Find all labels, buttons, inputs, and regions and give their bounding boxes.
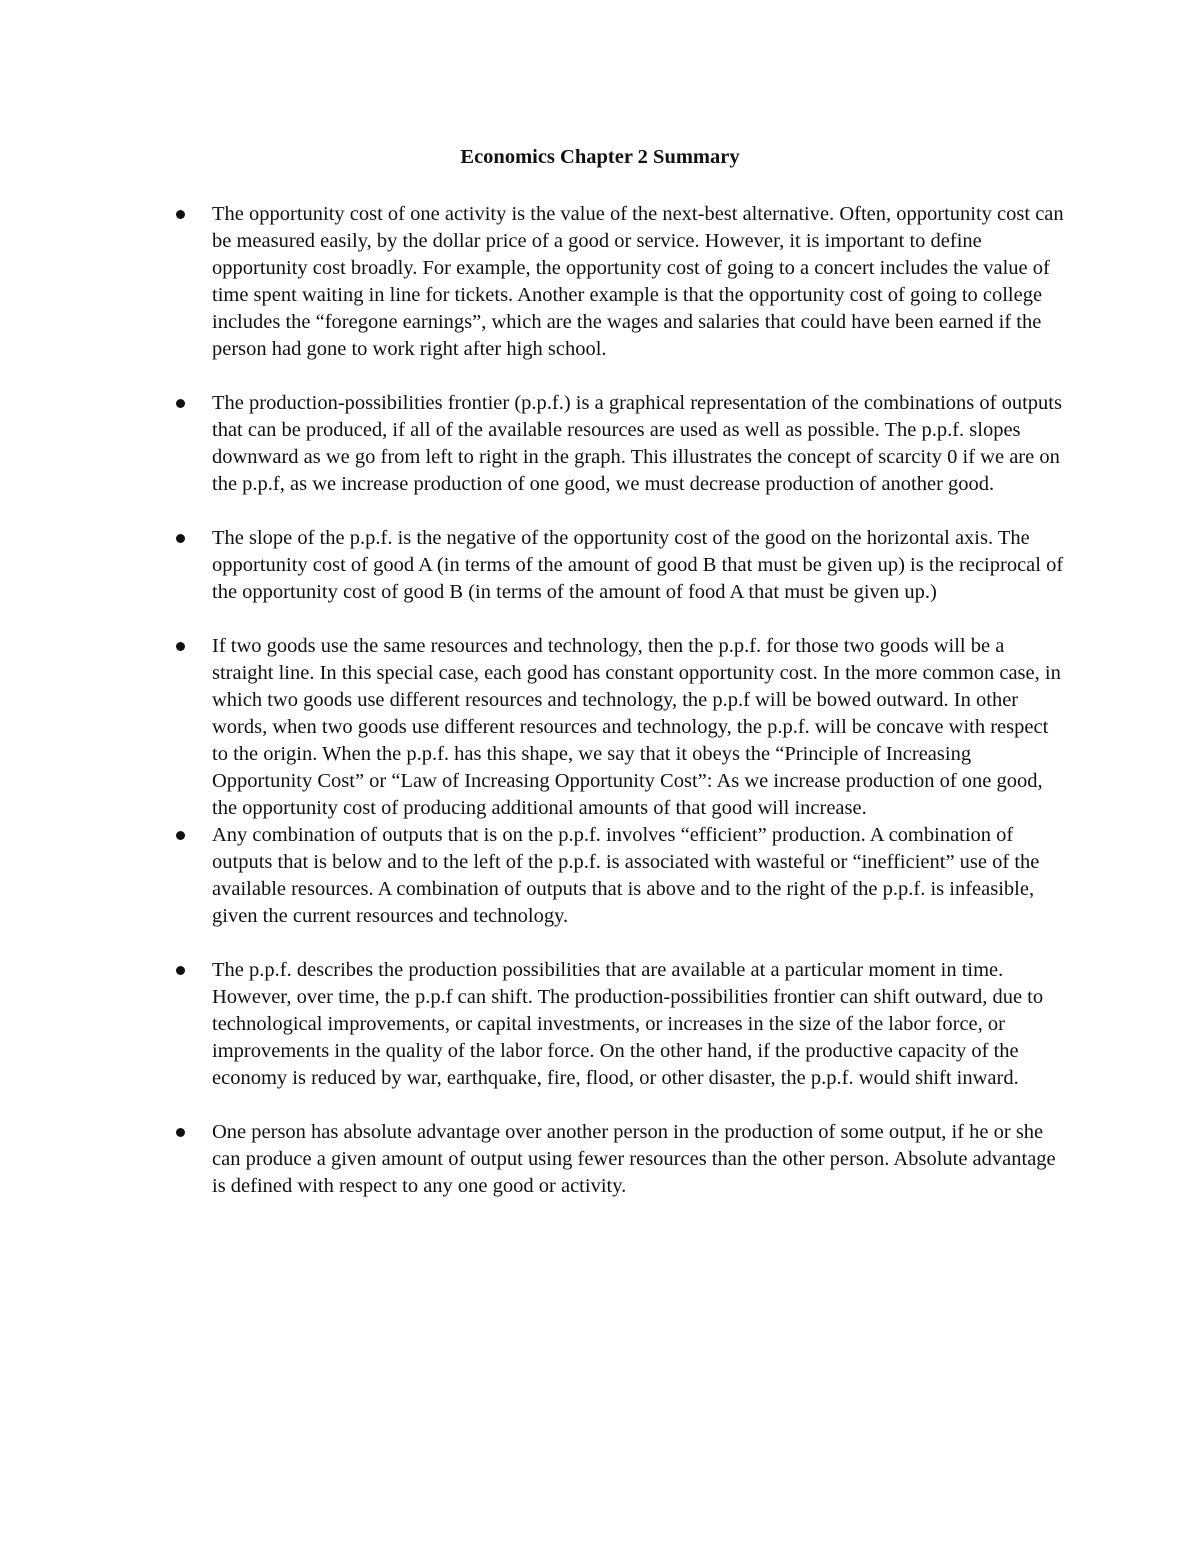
bullet-item-efficiency xyxy=(170,822,1065,930)
bullet-icon xyxy=(176,210,185,219)
bullet-text: The production-possibilities frontier (p.p.f.) is a graphical representation of the combinations of outputs that can be produced, if all of the available resources are used as well as possible. The p.p.f. slopes downward as we go from left to right in the graph. This illustrates the concept of scarcity 0 if we are on the p.p.f, as we increase production of one good, we must decrease production of another good. xyxy=(212,392,1062,495)
bullet-icon xyxy=(176,534,185,543)
summary-bullet-list xyxy=(170,201,1065,1227)
bullet-icon xyxy=(176,831,185,840)
bullet-icon xyxy=(176,642,185,651)
bullet-text: Any combination of outputs that is on the p.p.f. involves “efficient” production. A combination of outputs that is below and to the left of the p.p.f. is associated with wasteful or “inefficient” use of the available resources. A combination of outputs that is above and to the right of the p.p.f. is infeasible, given the current resources and technology. xyxy=(212,824,1040,927)
page-title: Economics Chapter 2 Summary xyxy=(460,146,740,168)
bullet-text: One person has absolute advantage over another person in the production of some output, if he or she can produce a given amount of output using fewer resources than the other person. Absolute advantage is defined with respect to any one good or activity. xyxy=(212,1121,1056,1197)
bullet-text: The p.p.f. describes the production possibilities that are available at a particular moment in time. However, over time, the p.p.f can shift. The production-possibilities frontier can shift outward, due to technological improvements, or capital investments, or increases in the size of the labor force, or improvements in the quality of the labor force. On the other hand, if the productive capacity of the economy is reduced by war, earthquake, fire, flood, or other disaster, the p.p.f. would shift inward. xyxy=(212,959,1044,1089)
bullet-item-ppf-shift xyxy=(170,957,1065,1092)
bullet-icon xyxy=(176,399,185,408)
bullet-icon xyxy=(176,966,185,975)
bullet-item-opportunity-cost xyxy=(170,201,1065,363)
bullet-item-ppf-definition xyxy=(170,390,1065,498)
bullet-item-ppf-slope xyxy=(170,525,1065,606)
bullet-item-absolute-advantage xyxy=(170,1119,1065,1200)
bullet-item-ppf-shape xyxy=(170,633,1065,822)
bullet-text: The opportunity cost of one activity is the value of the next-best alternative. Often, opportunity cost can be measured easily, by the dollar price of a good or service. However, it is important to define opportunity cost broadly. For example, the opportunity cost of going to a concert includes the value of time spent waiting in line for tickets. Another example is that the opportunity cost of going to college includes the “foregone earnings”, which are the wages and salaries that could have been earned if the person had gone to work right after high school. xyxy=(212,203,1064,360)
bullet-text: If two goods use the same resources and technology, then the p.p.f. for those two goods will be a straight line. In this special case, each good has constant opportunity cost. In the more common case, in which two goods use different resources and technology, the p.p.f will be bowed outward. In other words, when two goods use different resources and technology, the p.p.f. will be concave with respect to the origin. When the p.p.f. has this shape, we say that it obeys the “Principle of Increasing Opportunity Cost” or “Law of Increasing Opportunity Cost”: As we increase production of one good, the opportunity cost of producing additional amounts of that good will increase. xyxy=(212,635,1061,819)
bullet-text: The slope of the p.p.f. is the negative of the opportunity cost of the good on the horizontal axis. The opportunity cost of good A (in terms of the amount of good B that must be given up) is the reciprocal of the opportunity cost of good B (in terms of the amount of food A that must be given up.) xyxy=(212,527,1064,603)
bullet-icon xyxy=(176,1128,185,1137)
